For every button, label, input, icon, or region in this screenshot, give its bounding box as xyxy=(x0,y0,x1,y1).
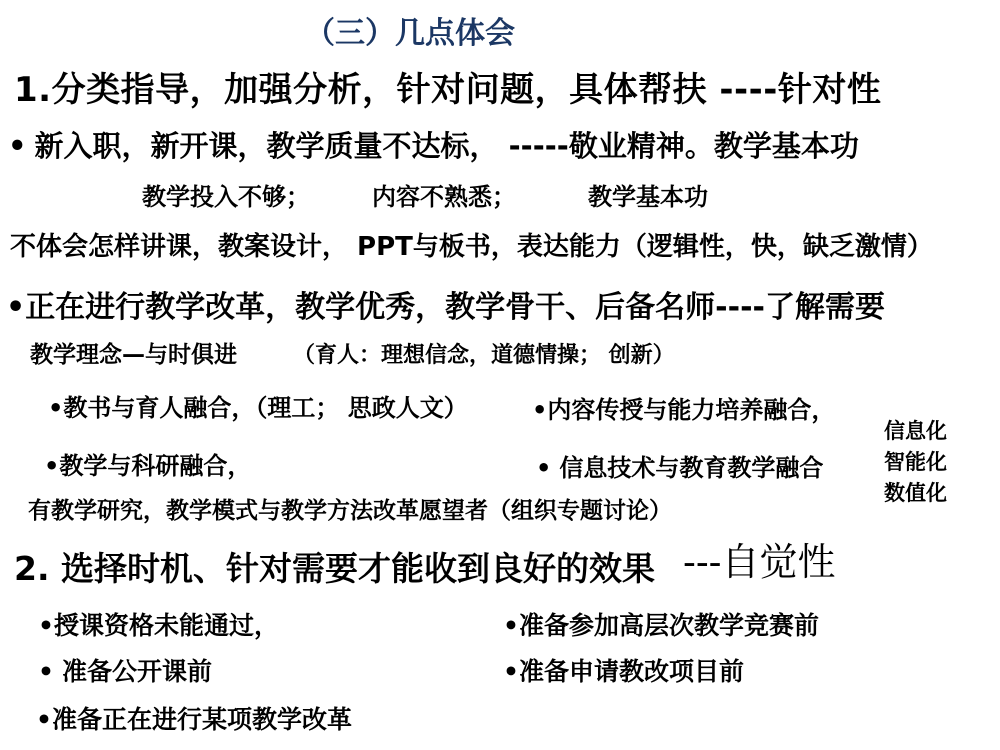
list-item xyxy=(503,606,819,642)
section2-heading-main: 2. 选择时机、针对需要才能收到良好的效果 xyxy=(14,549,655,588)
list-item xyxy=(38,606,279,642)
bullet-icon: • xyxy=(6,290,26,325)
list-item-text: 准备公开课前 xyxy=(61,657,212,686)
list-item xyxy=(38,652,212,688)
sub-reason-2: 内容不熟悉； xyxy=(372,183,516,211)
section1-closing: 有教学研究，教学模式与教学方法改革愿望者（组织专题讨论） xyxy=(28,498,672,524)
bullet-new-staff-text: 新入职，新开课，教学质量不达标， -----敬业精神。教学基本功 xyxy=(34,129,859,163)
bullet-icon: • xyxy=(38,611,54,640)
fusion-item-content-ability xyxy=(532,390,835,425)
side-keyword: 智能化 xyxy=(884,450,947,474)
sub-reason-3: 教学基本功 xyxy=(588,183,708,211)
list-item-text: 准备申请教改项目前 xyxy=(518,657,744,686)
bullet-icon: • xyxy=(503,657,519,686)
fusion-item-teaching-research xyxy=(44,446,251,481)
side-keyword: 数值化 xyxy=(884,481,947,505)
bullet-icon: • xyxy=(44,452,60,480)
concept-line xyxy=(30,336,675,369)
bullet-icon: • xyxy=(36,705,52,734)
fusion-item-text: 信息技术与教育教学融合 xyxy=(559,454,824,482)
fusion-item-text: 教书与育人融合，（理工； 思政人文） xyxy=(63,394,468,422)
bullet-new-staff xyxy=(8,124,859,165)
section2-heading-tag: ---自觉性 xyxy=(683,540,836,584)
list-item xyxy=(503,652,744,688)
slide-title: （三）几点体会 xyxy=(305,16,515,51)
detail-line: 不体会怎样讲课，教案设计， PPT与板书，表达能力（逻辑性，快，缺乏激情） xyxy=(10,232,933,262)
list-item xyxy=(36,700,352,736)
concept-paren: （育人：理想信念，道德情操； 创新） xyxy=(293,343,675,368)
bullet-icon: • xyxy=(536,454,552,482)
fusion-item-it-education xyxy=(536,448,823,483)
bullet-reform xyxy=(6,282,885,326)
list-item-text: 准备参加高层次教学竞赛前 xyxy=(518,611,819,640)
bullet-icon: • xyxy=(532,396,548,424)
bullet-icon: • xyxy=(503,611,519,640)
side-keyword-stack xyxy=(884,416,947,509)
section2-heading xyxy=(14,536,836,591)
section1-heading: 1.分类指导，加强分析，针对问题，具体帮扶 ----针对性 xyxy=(14,70,882,110)
concept-lead: 教学理念—与时俱进 xyxy=(30,342,237,368)
list-item-text: 授课资格未能通过， xyxy=(53,611,279,640)
list-item-text: 准备正在进行某项教学改革 xyxy=(51,705,352,734)
side-keyword: 信息化 xyxy=(884,419,947,443)
bullet-icon: • xyxy=(8,129,27,163)
sub-reason-1: 教学投入不够； xyxy=(142,183,310,211)
bullet-icon: • xyxy=(38,657,54,686)
fusion-item-text: 教学与科研融合， xyxy=(59,452,252,480)
bullet-reform-text: 正在进行教学改革，教学优秀，教学骨干、后备名师----了解需要 xyxy=(25,290,885,325)
bullet-icon: • xyxy=(48,394,64,422)
fusion-item-teaching-education xyxy=(48,388,468,423)
fusion-item-text: 内容传授与能力培养融合， xyxy=(547,396,836,424)
sub-reasons-line xyxy=(142,177,708,212)
